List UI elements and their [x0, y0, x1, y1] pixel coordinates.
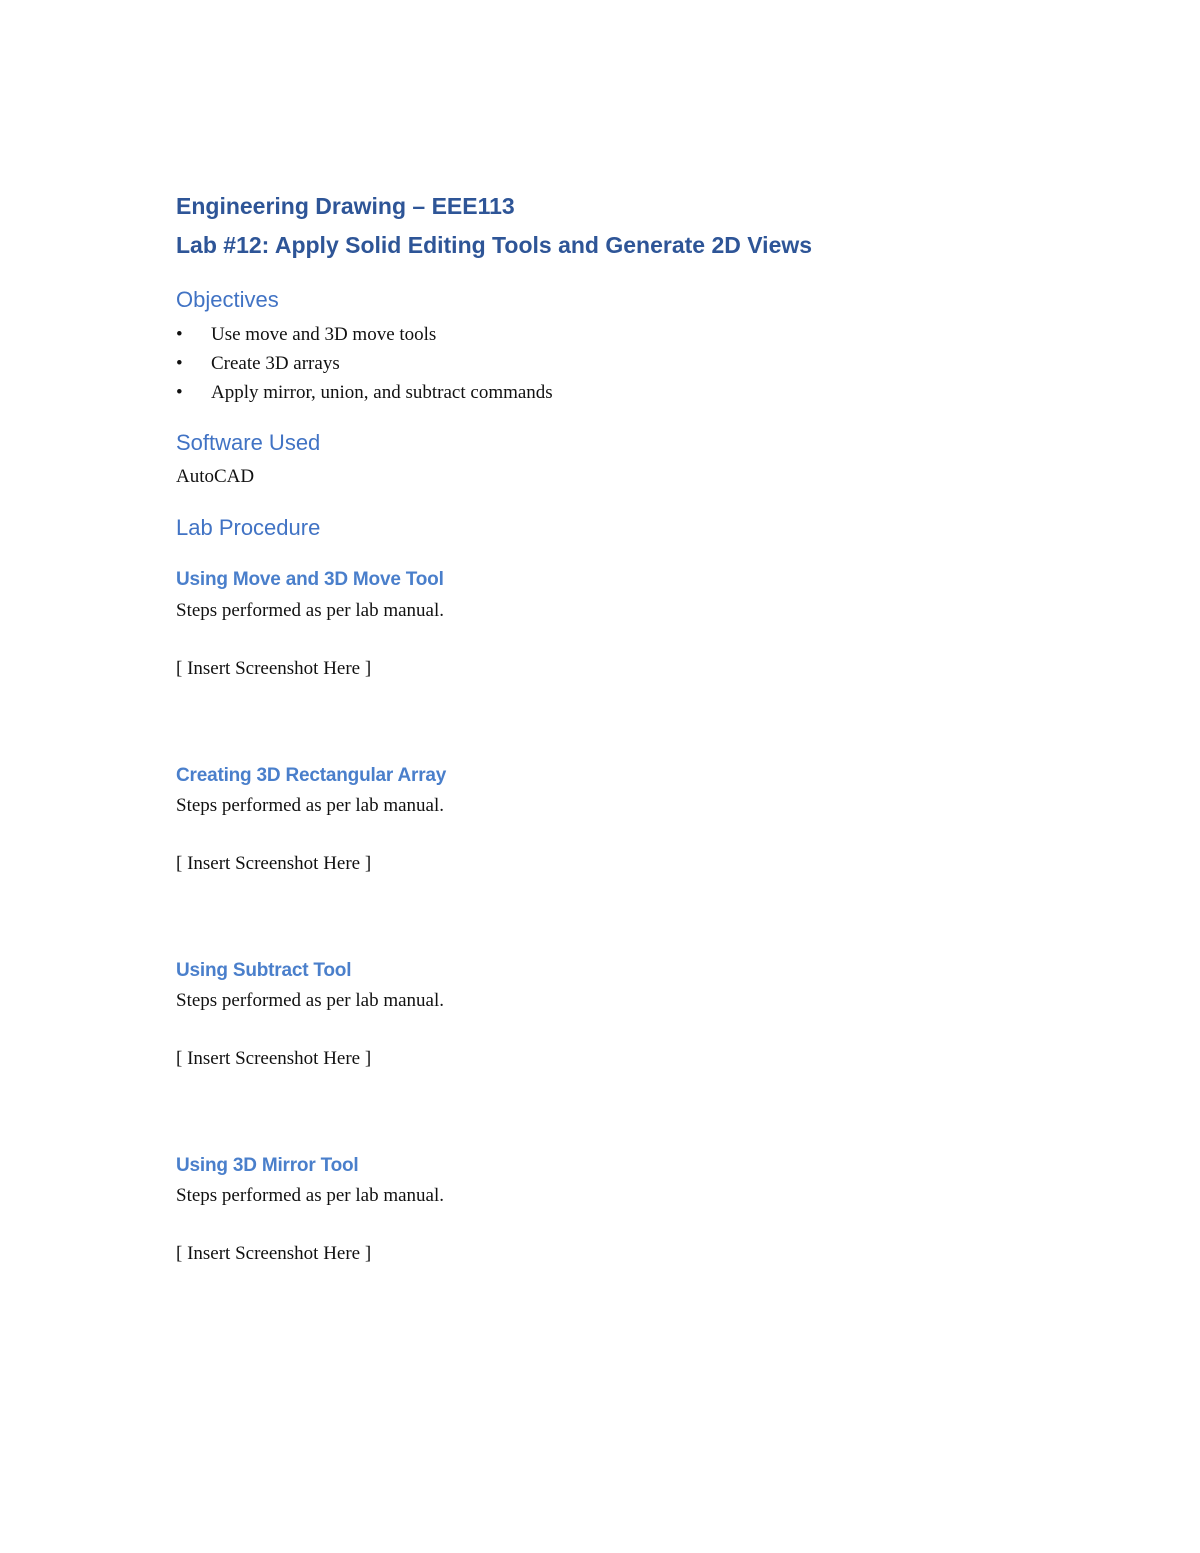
- course-title: Engineering Drawing – EEE113: [176, 193, 515, 219]
- step-heading-move: Using Move and 3D Move Tool: [176, 569, 444, 590]
- step-heading-array: Creating 3D Rectangular Array: [176, 765, 447, 786]
- step-text: Steps performed as per lab manual.: [176, 1185, 445, 1206]
- bullet-icon: •: [176, 353, 183, 374]
- bullet-icon: •: [176, 382, 183, 403]
- step-heading-subtract: Using Subtract Tool: [176, 960, 352, 981]
- objective-item: [176, 349, 553, 378]
- step-text: Steps performed as per lab manual.: [176, 990, 445, 1011]
- objectives-heading: Objectives: [176, 287, 279, 312]
- software-value: AutoCAD: [176, 466, 255, 487]
- procedure-heading: Lab Procedure: [176, 515, 321, 540]
- objective-text: Apply mirror, union, and subtract commands: [211, 382, 553, 403]
- bullet-icon: •: [176, 324, 183, 345]
- objective-item: [176, 378, 553, 407]
- objective-text: Use move and 3D move tools: [211, 324, 437, 345]
- screenshot-placeholder: [ Insert Screenshot Here ]: [176, 658, 372, 679]
- objectives-list: [176, 320, 553, 407]
- objective-item: [176, 320, 553, 349]
- lab-title: Lab #12: Apply Solid Editing Tools and Generate 2D Views: [176, 232, 813, 258]
- software-heading: Software Used: [176, 430, 321, 455]
- objective-text: Create 3D arrays: [211, 353, 340, 374]
- step-text: Steps performed as per lab manual.: [176, 600, 445, 621]
- step-heading-mirror: Using 3D Mirror Tool: [176, 1155, 359, 1176]
- step-text: Steps performed as per lab manual.: [176, 795, 445, 816]
- screenshot-placeholder: [ Insert Screenshot Here ]: [176, 1243, 372, 1264]
- title-block: [176, 190, 812, 261]
- screenshot-placeholder: [ Insert Screenshot Here ]: [176, 1048, 372, 1069]
- screenshot-placeholder: [ Insert Screenshot Here ]: [176, 853, 372, 874]
